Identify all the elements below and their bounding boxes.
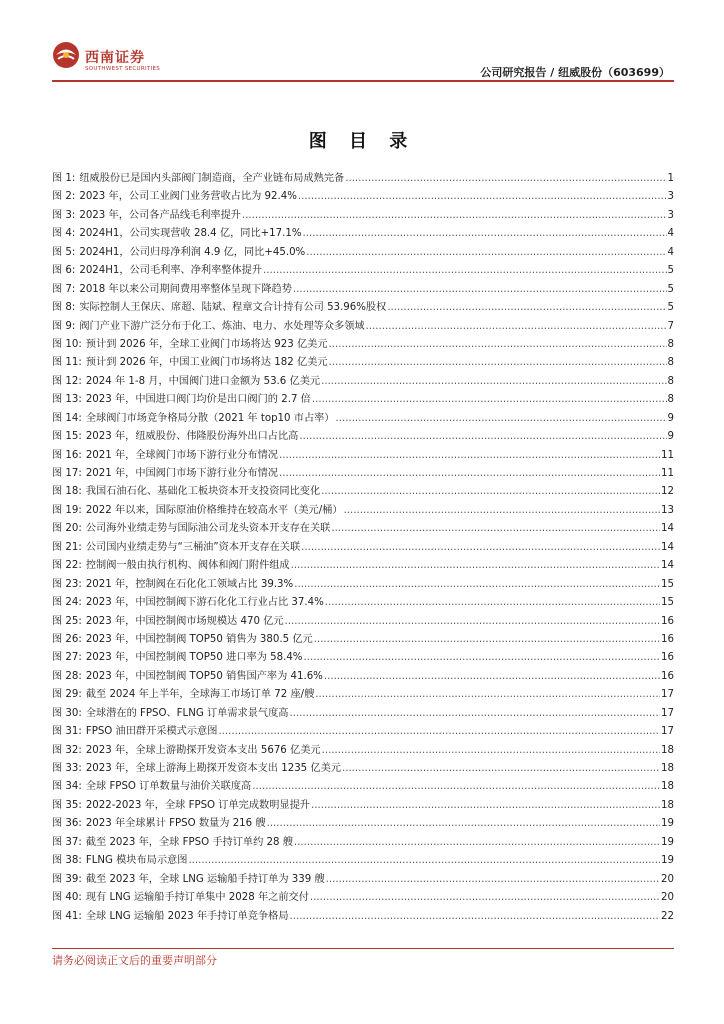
toc-leader-dots bbox=[311, 797, 660, 815]
toc-figure-label: 图 22: bbox=[52, 560, 82, 572]
toc-figure-label: 图 28: bbox=[52, 670, 82, 682]
toc-entry[interactable] bbox=[52, 483, 674, 501]
toc-page-number: 5 bbox=[667, 283, 674, 295]
toc-page-number: 5 bbox=[667, 302, 674, 314]
toc-entry[interactable] bbox=[52, 465, 674, 483]
toc-leader-dots bbox=[294, 576, 660, 594]
toc-leader-dots bbox=[291, 557, 660, 575]
toc-figure-label: 图 5: bbox=[52, 246, 76, 258]
toc-entry[interactable] bbox=[52, 188, 674, 206]
toc-leader-dots bbox=[331, 520, 660, 538]
toc-figure-title: FPSO 油田群开采模式示意图 bbox=[85, 726, 218, 738]
toc-figure-title: 预计到 2026 年，全球工业阀门市场将达 923 亿美元 bbox=[85, 338, 328, 350]
toc-figure-title: 2024H1，公司实现营收 28.4 亿，同比+17.1% bbox=[79, 228, 302, 240]
toc-page-number: 9 bbox=[667, 412, 674, 424]
toc-leader-dots bbox=[344, 502, 660, 520]
toc-leader-dots bbox=[303, 649, 660, 667]
toc-figure-label: 图 13: bbox=[52, 394, 82, 406]
toc-figure-title: 全球 LNG 运输船 2023 年手持订单竞争格局 bbox=[85, 910, 289, 922]
toc-figure-label: 图 37: bbox=[52, 836, 82, 848]
toc-entry[interactable] bbox=[52, 594, 674, 612]
toc-figure-title: 2023 年，中国控制阀市场规模达 470 亿元 bbox=[85, 615, 284, 627]
toc-page-number: 8 bbox=[667, 338, 674, 350]
toc-page-number: 20 bbox=[661, 892, 674, 904]
toc-leader-dots bbox=[303, 225, 667, 243]
toc-page-number: 13 bbox=[661, 504, 674, 516]
toc-entry[interactable] bbox=[52, 410, 674, 428]
toc-figure-title: 截至 2023 年，全球 FPSO 手持订单约 28 艘 bbox=[85, 836, 293, 848]
toc-figure-title: 控制阀一般由执行机构、阀体和阀门附件组成 bbox=[85, 560, 290, 572]
toc-figure-title: 2023 年，中国控制阀 TOP50 销售国产率为 41.6% bbox=[85, 670, 323, 682]
toc-figure-title: 2023 年，中国控制阀 TOP50 进口率为 58.4% bbox=[85, 652, 303, 664]
toc-figure-label: 图 3: bbox=[52, 209, 76, 221]
footer-disclaimer: 请务必阅读正文后的重要声明部分 bbox=[52, 954, 217, 967]
toc-entry[interactable] bbox=[52, 705, 674, 723]
toc-leader-dots bbox=[263, 262, 666, 280]
toc-leader-dots bbox=[366, 318, 667, 336]
toc-figure-label: 图 40: bbox=[52, 892, 82, 904]
toc-leader-dots bbox=[310, 889, 660, 907]
toc-figure-title: 截至 2024 年上半年，全球海工市场订单 72 座/艘 bbox=[85, 689, 315, 701]
toc-entry[interactable] bbox=[52, 225, 674, 243]
toc-page-number: 12 bbox=[661, 486, 674, 498]
toc-leader-dots bbox=[188, 852, 660, 870]
toc-leader-dots bbox=[279, 447, 660, 465]
toc-entry[interactable] bbox=[52, 723, 674, 741]
toc-leader-dots bbox=[325, 594, 660, 612]
toc-figure-label: 图 18: bbox=[52, 486, 82, 498]
toc-entry[interactable] bbox=[52, 889, 674, 907]
toc-figure-label: 图 20: bbox=[52, 523, 82, 535]
toc-figure-title: 2021 年，中国阀门市场下游行业分布情况 bbox=[85, 468, 278, 479]
toc-entry[interactable] bbox=[52, 299, 674, 317]
toc-leader-dots bbox=[293, 281, 667, 299]
toc-figure-title: 2023 年，中国控制阀下游石化化工行业占比 37.4% bbox=[85, 597, 324, 609]
toc-figure-label: 图 38: bbox=[52, 855, 82, 867]
toc-figure-title: 2023 年，中国控制阀 TOP50 销售为 380.5 亿元 bbox=[85, 633, 313, 645]
toc-leader-dots bbox=[312, 391, 667, 409]
toc-leader-dots bbox=[289, 705, 660, 723]
toc-figure-label: 图 32: bbox=[52, 744, 82, 756]
toc-figure-title: 全球阀门市场竞争格局分散（2021 年 top10 市占率） bbox=[85, 412, 335, 424]
toc-leader-dots bbox=[329, 354, 667, 372]
toc-figure-label: 图 2: bbox=[52, 191, 76, 203]
toc-figure-label: 图 29: bbox=[52, 689, 82, 701]
toc-figure-label: 图 4: bbox=[52, 228, 76, 240]
toc-page-number: 15 bbox=[661, 578, 674, 590]
toc-figure-title: 2023 年，纽威股份、伟隆股份海外出口占比高 bbox=[85, 431, 299, 443]
toc-entry[interactable] bbox=[52, 797, 674, 815]
toc-page-number: 5 bbox=[667, 265, 674, 277]
figure-list bbox=[52, 170, 674, 926]
toc-entry[interactable] bbox=[52, 908, 674, 926]
toc-entry[interactable] bbox=[52, 834, 674, 852]
toc-figure-title: 公司海外业绩走势与国际油公司龙头资本开支存在关联 bbox=[85, 523, 331, 535]
toc-figure-title: 截至 2023 年，全球 LNG 运输船手持订单为 339 艘 bbox=[85, 873, 325, 885]
toc-page-number: 8 bbox=[667, 357, 674, 369]
toc-figure-label: 图 6: bbox=[52, 265, 76, 277]
toc-entry[interactable] bbox=[52, 742, 674, 760]
toc-entry[interactable] bbox=[52, 373, 674, 391]
toc-page-number: 8 bbox=[667, 394, 674, 406]
toc-leader-dots bbox=[345, 170, 666, 188]
toc-page-number: 4 bbox=[667, 246, 674, 258]
toc-figure-title: 2022 年以来，国际原油价格维持在较高水平（美元/桶） bbox=[85, 504, 343, 516]
toc-figure-label: 图 41: bbox=[52, 910, 82, 922]
toc-entry[interactable] bbox=[52, 760, 674, 778]
toc-figure-label: 图 8: bbox=[52, 302, 76, 314]
toc-page-number: 14 bbox=[661, 560, 674, 572]
toc-entry[interactable] bbox=[52, 336, 674, 354]
toc-figure-label: 图 35: bbox=[52, 799, 82, 811]
toc-page-number: 17 bbox=[661, 726, 674, 738]
toc-leader-dots bbox=[326, 871, 660, 889]
toc-leader-dots bbox=[315, 686, 660, 704]
toc-entry[interactable] bbox=[52, 318, 674, 336]
toc-page-number: 18 bbox=[661, 744, 674, 756]
toc-leader-dots bbox=[342, 760, 660, 778]
toc-figure-label: 图 27: bbox=[52, 652, 82, 664]
toc-entry[interactable] bbox=[52, 520, 674, 538]
toc-page-number: 4 bbox=[667, 228, 674, 240]
toc-entry[interactable] bbox=[52, 778, 674, 796]
toc-figure-label: 图 30: bbox=[52, 707, 82, 719]
toc-entry[interactable] bbox=[52, 281, 674, 299]
toc-figure-title: 2023 年，中国进口阀门均价是出口阀门的 2.7 倍 bbox=[85, 394, 311, 406]
toc-figure-label: 图 26: bbox=[52, 633, 82, 645]
toc-figure-title: 2022-2023 年，全球 FPSO 订单完成数明显提升 bbox=[85, 799, 310, 811]
toc-figure-title: 阀门产业下游广泛分布于化工、炼油、电力、水处理等众多领域 bbox=[79, 320, 365, 332]
toc-entry[interactable] bbox=[52, 207, 674, 225]
toc-leader-dots bbox=[298, 188, 667, 206]
toc-leader-dots bbox=[387, 299, 666, 317]
toc-figure-title: 全球 FPSO 订单数量与油价关联度高 bbox=[85, 781, 252, 793]
toc-entry[interactable] bbox=[52, 391, 674, 409]
toc-page-number: 22 bbox=[661, 910, 674, 922]
toc-page-number: 17 bbox=[661, 707, 674, 719]
report-tag: 公司研究报告 / 纽威股份（603699） bbox=[480, 66, 670, 79]
toc-figure-label: 图 12: bbox=[52, 375, 82, 387]
toc-figure-title: 全球潜在的 FPSO、FLNG 订单需求景气度高 bbox=[85, 707, 289, 719]
toc-page-number: 14 bbox=[661, 541, 674, 553]
toc-figure-title: 2023 年全球累计 FPSO 数量为 216 艘 bbox=[85, 818, 266, 830]
toc-figure-label: 图 17: bbox=[52, 468, 82, 479]
toc-entry[interactable] bbox=[52, 871, 674, 889]
toc-page-number: 16 bbox=[661, 615, 674, 627]
toc-figure-title: 实际控制人王保庆、席超、陆斌、程章文合计持有公司 53.96%股权 bbox=[79, 302, 387, 314]
toc-entry[interactable] bbox=[52, 631, 674, 649]
toc-figure-title: 2023 年，全球上游海上勘探开发资本支出 1235 亿美元 bbox=[85, 763, 341, 774]
toc-figure-label: 图 7: bbox=[52, 283, 76, 295]
toc-figure-label: 图 25: bbox=[52, 615, 82, 627]
toc-entry[interactable] bbox=[52, 502, 674, 520]
toc-entry[interactable] bbox=[52, 170, 674, 188]
toc-page-number: 18 bbox=[661, 799, 674, 811]
toc-page-number: 18 bbox=[661, 763, 674, 774]
toc-leader-dots bbox=[329, 336, 667, 354]
toc-figure-title: 2024H1，公司毛利率、净利率整体提升 bbox=[79, 265, 263, 277]
toc-page-number: 16 bbox=[661, 633, 674, 645]
toc-page-number: 11 bbox=[661, 468, 674, 479]
toc-figure-title: 2018 年以来公司期间费用率整体呈现下降趋势 bbox=[79, 283, 292, 295]
toc-figure-label: 图 21: bbox=[52, 541, 82, 553]
toc-entry[interactable] bbox=[52, 244, 674, 262]
toc-figure-label: 图 15: bbox=[52, 431, 82, 443]
toc-entry[interactable] bbox=[52, 613, 674, 631]
toc-leader-dots bbox=[267, 815, 660, 833]
toc-figure-label: 图 11: bbox=[52, 357, 82, 369]
toc-figure-title: 2021 年，全球阀门市场下游行业分布情况 bbox=[85, 449, 278, 461]
toc-leader-dots bbox=[322, 742, 660, 760]
toc-figure-label: 图 34: bbox=[52, 781, 82, 793]
toc-leader-dots bbox=[290, 908, 661, 926]
toc-figure-label: 图 1: bbox=[52, 173, 76, 184]
company-name-en: SOUTHWEST SECURITIES bbox=[85, 66, 161, 72]
page-header bbox=[0, 0, 724, 82]
toc-page-number: 17 bbox=[661, 689, 674, 701]
toc-figure-title: 2023 年，公司各产品线毛利率提升 bbox=[79, 209, 241, 221]
toc-entry[interactable] bbox=[52, 428, 674, 446]
toc-page-number: 11 bbox=[661, 449, 674, 461]
toc-figure-label: 图 9: bbox=[52, 320, 76, 332]
toc-figure-label: 图 33: bbox=[52, 763, 82, 774]
toc-page-number: 3 bbox=[667, 191, 674, 203]
toc-page-number: 1 bbox=[667, 173, 674, 184]
toc-entry[interactable] bbox=[52, 668, 674, 686]
toc-page-number: 16 bbox=[661, 652, 674, 664]
toc-figure-title: FLNG 模块布局示意图 bbox=[85, 855, 188, 867]
toc-leader-dots bbox=[252, 778, 660, 796]
toc-entry[interactable] bbox=[52, 447, 674, 465]
toc-figure-label: 图 24: bbox=[52, 597, 82, 609]
toc-entry[interactable] bbox=[52, 852, 674, 870]
toc-figure-title: 2023 年，全球上游勘探开发资本支出 5676 亿美元 bbox=[85, 744, 321, 756]
company-logo-icon bbox=[52, 40, 80, 70]
toc-figure-title: 预计到 2026 年，中国工业阀门市场将达 182 亿美元 bbox=[85, 357, 328, 369]
toc-leader-dots bbox=[314, 631, 660, 649]
toc-figure-title: 公司国内业绩走势与“三桶油”资本开支存在关联 bbox=[85, 541, 301, 553]
toc-leader-dots bbox=[306, 244, 666, 262]
toc-figure-title: 纽威股份已是国内头部阀门制造商，全产业链布局成熟完备 bbox=[79, 173, 345, 184]
toc-entry[interactable] bbox=[52, 815, 674, 833]
toc-entry[interactable] bbox=[52, 557, 674, 575]
toc-page-number: 19 bbox=[661, 836, 674, 848]
toc-figure-title: 2021 年，控制阀在石化化工领域占比 39.3% bbox=[85, 578, 294, 590]
company-name: 西南证券 bbox=[85, 50, 145, 66]
toc-leader-dots bbox=[218, 723, 660, 741]
toc-leader-dots bbox=[324, 668, 660, 686]
toc-page-number: 3 bbox=[667, 209, 674, 221]
toc-leader-dots bbox=[294, 834, 660, 852]
toc-figure-label: 图 39: bbox=[52, 873, 82, 885]
toc-entry[interactable] bbox=[52, 262, 674, 280]
toc-leader-dots bbox=[285, 613, 660, 631]
toc-leader-dots bbox=[321, 483, 660, 501]
toc-leader-dots bbox=[242, 207, 667, 225]
toc-page-number: 18 bbox=[661, 781, 674, 793]
toc-page-number: 8 bbox=[667, 375, 674, 387]
toc-figure-label: 图 23: bbox=[52, 578, 82, 590]
toc-entry[interactable] bbox=[52, 539, 674, 557]
toc-page-number: 7 bbox=[667, 320, 674, 332]
toc-figure-title: 2023 年，公司工业阀门业务营收占比为 92.4% bbox=[79, 191, 297, 203]
toc-entry[interactable] bbox=[52, 686, 674, 704]
footer-divider bbox=[52, 948, 674, 949]
toc-figure-label: 图 10: bbox=[52, 338, 82, 350]
toc-figure-title: 2024H1，公司归母净利润 4.9 亿，同比+45.0% bbox=[79, 246, 306, 258]
toc-figure-title: 2024 年 1-8 月，中国阀门进口金额为 53.6 亿美元 bbox=[85, 375, 321, 387]
toc-leader-dots bbox=[279, 465, 660, 483]
toc-entry[interactable] bbox=[52, 354, 674, 372]
toc-figure-title: 现有 LNG 运输船手持订单集中 2028 年之前交付 bbox=[85, 892, 309, 904]
toc-leader-dots bbox=[336, 410, 667, 428]
toc-page-number: 19 bbox=[661, 818, 674, 830]
toc-entry[interactable] bbox=[52, 576, 674, 594]
toc-figure-label: 图 16: bbox=[52, 449, 82, 461]
toc-figure-title: 我国石油石化、基础化工板块资本开支投资同比变化 bbox=[85, 486, 321, 498]
toc-figure-label: 图 31: bbox=[52, 726, 82, 738]
toc-leader-dots bbox=[299, 428, 666, 446]
toc-figure-label: 图 19: bbox=[52, 504, 82, 516]
header-divider bbox=[52, 80, 674, 82]
toc-leader-dots bbox=[321, 373, 666, 391]
toc-page-number: 20 bbox=[661, 873, 674, 885]
toc-entry[interactable] bbox=[52, 649, 674, 667]
toc-page-number: 16 bbox=[661, 670, 674, 682]
page-title: 图 目 录 bbox=[308, 131, 416, 152]
toc-page-number: 15 bbox=[661, 597, 674, 609]
toc-leader-dots bbox=[301, 539, 660, 557]
toc-page-number: 19 bbox=[661, 855, 674, 867]
toc-page-number: 14 bbox=[661, 523, 674, 535]
toc-figure-label: 图 14: bbox=[52, 412, 82, 424]
toc-figure-label: 图 36: bbox=[52, 818, 82, 830]
toc-page-number: 9 bbox=[667, 431, 674, 443]
